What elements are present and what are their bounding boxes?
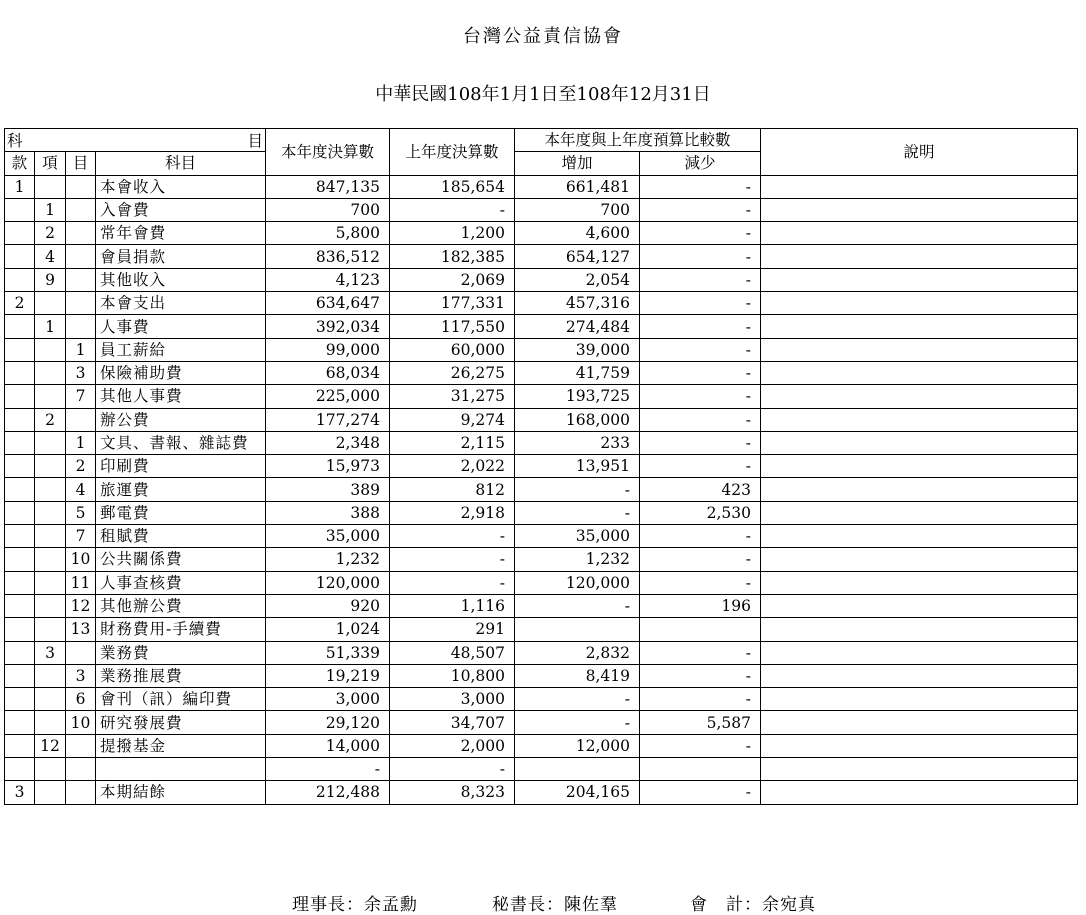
row-xiang: 3 (35, 641, 66, 664)
row-decrease: - (640, 292, 761, 315)
row-decrease: - (640, 781, 761, 804)
row-item-name: 常年會費 (96, 222, 266, 245)
row-increase: 457,316 (515, 292, 640, 315)
row-previous: 117,550 (390, 315, 515, 338)
row-mu: 4 (66, 478, 96, 501)
row-xiang (35, 618, 66, 641)
row-item-name: 其他辦公費 (96, 594, 266, 617)
row-current: 212,488 (266, 781, 390, 804)
table-row (5, 618, 1078, 641)
row-increase: 1,232 (515, 548, 640, 571)
table-row (5, 222, 1078, 245)
row-item-name: 財務費用-手續費 (96, 618, 266, 641)
row-increase: - (515, 594, 640, 617)
row-kuan (5, 641, 35, 664)
row-decrease (640, 618, 761, 641)
row-note (761, 455, 1078, 478)
header-kemu: 科目 (96, 152, 266, 175)
row-item-name: 本會收入 (96, 175, 266, 198)
row-item-name: 郵電費 (96, 501, 266, 524)
row-note (761, 361, 1078, 384)
row-kuan (5, 548, 35, 571)
table-row (5, 478, 1078, 501)
table-row (5, 525, 1078, 548)
header-subject: 科 目 (5, 129, 266, 152)
table-row (5, 711, 1078, 734)
table-row (5, 501, 1078, 524)
table-row (5, 175, 1078, 198)
row-decrease: - (640, 385, 761, 408)
row-note (761, 408, 1078, 431)
row-xiang: 1 (35, 315, 66, 338)
table-row (5, 361, 1078, 384)
row-xiang: 4 (35, 245, 66, 268)
row-increase: 654,127 (515, 245, 640, 268)
row-kuan (5, 501, 35, 524)
row-xiang (35, 711, 66, 734)
row-item-name: 保險補助費 (96, 361, 266, 384)
row-decrease: 196 (640, 594, 761, 617)
row-decrease (640, 758, 761, 781)
row-previous: - (390, 198, 515, 221)
header-compare: 本年度與上年度預算比較數 (515, 129, 761, 152)
row-kuan (5, 455, 35, 478)
table-row (5, 292, 1078, 315)
header-current-year: 本年度決算數 (266, 129, 390, 176)
row-item-name: 文具、書報、雜誌費 (96, 431, 266, 454)
row-mu (66, 781, 96, 804)
row-mu: 7 (66, 385, 96, 408)
header-decrease: 減少 (640, 152, 761, 175)
table-row (5, 548, 1078, 571)
row-current: 225,000 (266, 385, 390, 408)
row-kuan (5, 688, 35, 711)
row-note (761, 758, 1078, 781)
row-increase: - (515, 688, 640, 711)
row-note (761, 664, 1078, 687)
row-kuan (5, 618, 35, 641)
row-item-name: 旅運費 (96, 478, 266, 501)
row-kuan (5, 431, 35, 454)
header-xiang: 項 (35, 152, 66, 175)
row-kuan (5, 571, 35, 594)
row-decrease: - (640, 175, 761, 198)
row-increase: - (515, 711, 640, 734)
row-kuan: 2 (5, 292, 35, 315)
row-mu (66, 245, 96, 268)
row-increase: 13,951 (515, 455, 640, 478)
row-note (761, 618, 1078, 641)
row-kuan (5, 245, 35, 268)
row-xiang (35, 594, 66, 617)
row-item-name: 提撥基金 (96, 734, 266, 757)
row-item-name: 業務費 (96, 641, 266, 664)
row-kuan (5, 758, 35, 781)
header-previous-year: 上年度決算數 (390, 129, 515, 176)
row-mu: 11 (66, 571, 96, 594)
row-mu: 3 (66, 361, 96, 384)
table-row (5, 455, 1078, 478)
row-previous: 177,331 (390, 292, 515, 315)
row-decrease: - (640, 571, 761, 594)
row-previous: 2,115 (390, 431, 515, 454)
table-row (5, 664, 1078, 687)
row-increase: 661,481 (515, 175, 640, 198)
row-note (761, 385, 1078, 408)
table-row (5, 758, 1078, 781)
row-previous: 34,707 (390, 711, 515, 734)
row-previous: 60,000 (390, 338, 515, 361)
row-note (761, 641, 1078, 664)
row-item-name: 入會費 (96, 198, 266, 221)
row-kuan (5, 198, 35, 221)
table-row (5, 594, 1078, 617)
row-xiang (35, 501, 66, 524)
row-mu: 12 (66, 594, 96, 617)
row-decrease: - (640, 431, 761, 454)
row-mu: 10 (66, 548, 96, 571)
row-xiang (35, 758, 66, 781)
row-decrease: - (640, 338, 761, 361)
row-current: 700 (266, 198, 390, 221)
row-increase: 274,484 (515, 315, 640, 338)
row-increase (515, 758, 640, 781)
row-current: 99,000 (266, 338, 390, 361)
row-kuan (5, 338, 35, 361)
row-previous: 2,022 (390, 455, 515, 478)
header-note: 說明 (761, 129, 1078, 176)
row-xiang (35, 571, 66, 594)
row-kuan: 3 (5, 781, 35, 804)
row-mu (66, 315, 96, 338)
row-note (761, 198, 1078, 221)
row-xiang (35, 361, 66, 384)
row-increase: 168,000 (515, 408, 640, 431)
row-increase: 700 (515, 198, 640, 221)
row-kuan (5, 408, 35, 431)
table-row (5, 315, 1078, 338)
row-decrease: - (640, 525, 761, 548)
row-mu: 1 (66, 338, 96, 361)
row-mu (66, 734, 96, 757)
row-current: 14,000 (266, 734, 390, 757)
row-previous: 48,507 (390, 641, 515, 664)
row-previous: 9,274 (390, 408, 515, 431)
row-mu (66, 758, 96, 781)
row-current: 1,024 (266, 618, 390, 641)
row-increase: 41,759 (515, 361, 640, 384)
row-item-name: 人事查核費 (96, 571, 266, 594)
row-kuan: 1 (5, 175, 35, 198)
row-previous: 3,000 (390, 688, 515, 711)
row-xiang (35, 664, 66, 687)
table-row (5, 781, 1078, 804)
row-note (761, 292, 1078, 315)
row-previous: - (390, 758, 515, 781)
row-decrease: - (640, 268, 761, 291)
table-row (5, 571, 1078, 594)
row-increase: 2,832 (515, 641, 640, 664)
row-previous: 812 (390, 478, 515, 501)
row-xiang (35, 548, 66, 571)
row-previous: 185,654 (390, 175, 515, 198)
row-xiang (35, 781, 66, 804)
row-item-name: 印刷費 (96, 455, 266, 478)
row-previous: 10,800 (390, 664, 515, 687)
row-kuan (5, 711, 35, 734)
row-current: 389 (266, 478, 390, 501)
row-note (761, 711, 1078, 734)
row-kuan (5, 268, 35, 291)
row-increase: 35,000 (515, 525, 640, 548)
row-note (761, 781, 1078, 804)
row-mu: 10 (66, 711, 96, 734)
row-increase: 120,000 (515, 571, 640, 594)
row-xiang (35, 688, 66, 711)
row-increase: 39,000 (515, 338, 640, 361)
row-note (761, 571, 1078, 594)
accountant-signature: 會 計：余宛真 (690, 895, 816, 915)
row-xiang (35, 478, 66, 501)
row-current: 3,000 (266, 688, 390, 711)
row-mu (66, 175, 96, 198)
row-note (761, 268, 1078, 291)
row-decrease: - (640, 734, 761, 757)
table-row (5, 408, 1078, 431)
row-current: 35,000 (266, 525, 390, 548)
row-item-name: 其他人事費 (96, 385, 266, 408)
row-current: - (266, 758, 390, 781)
row-decrease: - (640, 408, 761, 431)
row-note (761, 501, 1078, 524)
row-item-name: 本期結餘 (96, 781, 266, 804)
row-increase: 204,165 (515, 781, 640, 804)
row-current: 120,000 (266, 571, 390, 594)
row-increase: 2,054 (515, 268, 640, 291)
row-mu (66, 641, 96, 664)
row-note (761, 688, 1078, 711)
row-kuan (5, 525, 35, 548)
row-xiang: 9 (35, 268, 66, 291)
row-decrease: - (640, 641, 761, 664)
row-previous: - (390, 525, 515, 548)
org-title: 台灣公益責信協會 (463, 26, 623, 47)
row-increase: 233 (515, 431, 640, 454)
row-decrease: 423 (640, 478, 761, 501)
row-previous: 26,275 (390, 361, 515, 384)
row-decrease: - (640, 361, 761, 384)
header-kuan: 款 (5, 152, 35, 175)
row-item-name: 業務推展費 (96, 664, 266, 687)
row-current: 19,219 (266, 664, 390, 687)
row-current: 392,034 (266, 315, 390, 338)
row-xiang: 12 (35, 734, 66, 757)
row-note (761, 548, 1078, 571)
row-current: 388 (266, 501, 390, 524)
secretary-signature: 秘書長：陳佐羣 (492, 895, 618, 915)
row-increase (515, 618, 640, 641)
row-previous: 1,200 (390, 222, 515, 245)
row-xiang (35, 175, 66, 198)
row-mu: 5 (66, 501, 96, 524)
row-kuan (5, 361, 35, 384)
row-note (761, 525, 1078, 548)
row-mu: 2 (66, 455, 96, 478)
row-current: 29,120 (266, 711, 390, 734)
row-current: 847,135 (266, 175, 390, 198)
row-increase: - (515, 501, 640, 524)
row-current: 51,339 (266, 641, 390, 664)
table-row (5, 431, 1078, 454)
row-item-name: 租賦費 (96, 525, 266, 548)
row-item-name: 本會支出 (96, 292, 266, 315)
row-current: 68,034 (266, 361, 390, 384)
row-kuan (5, 734, 35, 757)
row-xiang (35, 431, 66, 454)
row-item-name: 人事費 (96, 315, 266, 338)
row-decrease: - (640, 548, 761, 571)
row-current: 836,512 (266, 245, 390, 268)
table-row (5, 641, 1078, 664)
row-mu: 7 (66, 525, 96, 548)
row-decrease: 2,530 (640, 501, 761, 524)
row-note (761, 315, 1078, 338)
row-note (761, 338, 1078, 361)
header-mu: 目 (66, 152, 96, 175)
table-body (5, 175, 1078, 804)
row-increase: 12,000 (515, 734, 640, 757)
row-note (761, 478, 1078, 501)
row-item-name: 其他收入 (96, 268, 266, 291)
row-note (761, 175, 1078, 198)
row-xiang: 2 (35, 222, 66, 245)
row-increase: 4,600 (515, 222, 640, 245)
row-note (761, 431, 1078, 454)
table-row (5, 338, 1078, 361)
row-item-name: 研究發展費 (96, 711, 266, 734)
row-current: 2,348 (266, 431, 390, 454)
row-note (761, 245, 1078, 268)
row-kuan (5, 315, 35, 338)
table-row (5, 688, 1078, 711)
row-mu (66, 408, 96, 431)
row-item-name: 員工薪給 (96, 338, 266, 361)
row-decrease: - (640, 455, 761, 478)
row-current: 5,800 (266, 222, 390, 245)
row-kuan (5, 385, 35, 408)
row-decrease: - (640, 245, 761, 268)
row-mu: 3 (66, 664, 96, 687)
row-note (761, 222, 1078, 245)
row-current: 1,232 (266, 548, 390, 571)
row-previous: 291 (390, 618, 515, 641)
table-row (5, 385, 1078, 408)
row-previous: 1,116 (390, 594, 515, 617)
row-item-name: 會員捐款 (96, 245, 266, 268)
row-xiang (35, 292, 66, 315)
row-increase: 8,419 (515, 664, 640, 687)
row-decrease: - (640, 222, 761, 245)
table-row (5, 734, 1078, 757)
row-mu: 13 (66, 618, 96, 641)
table-row (5, 245, 1078, 268)
row-current: 920 (266, 594, 390, 617)
row-mu: 6 (66, 688, 96, 711)
row-previous: 31,275 (390, 385, 515, 408)
row-xiang (35, 338, 66, 361)
row-xiang: 2 (35, 408, 66, 431)
row-increase: - (515, 478, 640, 501)
row-mu (66, 198, 96, 221)
row-previous: - (390, 571, 515, 594)
row-mu: 1 (66, 431, 96, 454)
row-mu (66, 268, 96, 291)
row-note (761, 594, 1078, 617)
row-current: 634,647 (266, 292, 390, 315)
row-decrease: - (640, 688, 761, 711)
row-previous: 2,069 (390, 268, 515, 291)
row-item-name: 辦公費 (96, 408, 266, 431)
row-kuan (5, 478, 35, 501)
chairman-signature: 理事長：余孟勳 (292, 895, 418, 915)
table-row (5, 198, 1078, 221)
row-previous: 8,323 (390, 781, 515, 804)
row-item-name: 會刊（訊）編印費 (96, 688, 266, 711)
budget-table (4, 128, 1078, 805)
row-xiang (35, 385, 66, 408)
row-xiang (35, 455, 66, 478)
row-previous: 2,000 (390, 734, 515, 757)
row-increase: 193,725 (515, 385, 640, 408)
row-current: 177,274 (266, 408, 390, 431)
row-kuan (5, 222, 35, 245)
row-decrease: - (640, 664, 761, 687)
row-previous: - (390, 548, 515, 571)
header-increase: 增加 (515, 152, 640, 175)
row-decrease: 5,587 (640, 711, 761, 734)
row-decrease: - (640, 315, 761, 338)
row-item-name: 公共關係費 (96, 548, 266, 571)
report-period: 中華民國108年1月1日至108年12月31日 (375, 84, 711, 105)
row-previous: 2,918 (390, 501, 515, 524)
row-note (761, 734, 1078, 757)
row-current: 15,973 (266, 455, 390, 478)
row-previous: 182,385 (390, 245, 515, 268)
row-kuan (5, 664, 35, 687)
row-current: 4,123 (266, 268, 390, 291)
row-item-name (96, 758, 266, 781)
row-xiang (35, 525, 66, 548)
row-kuan (5, 594, 35, 617)
row-decrease: - (640, 198, 761, 221)
row-xiang: 1 (35, 198, 66, 221)
row-mu (66, 292, 96, 315)
row-mu (66, 222, 96, 245)
table-row (5, 268, 1078, 291)
